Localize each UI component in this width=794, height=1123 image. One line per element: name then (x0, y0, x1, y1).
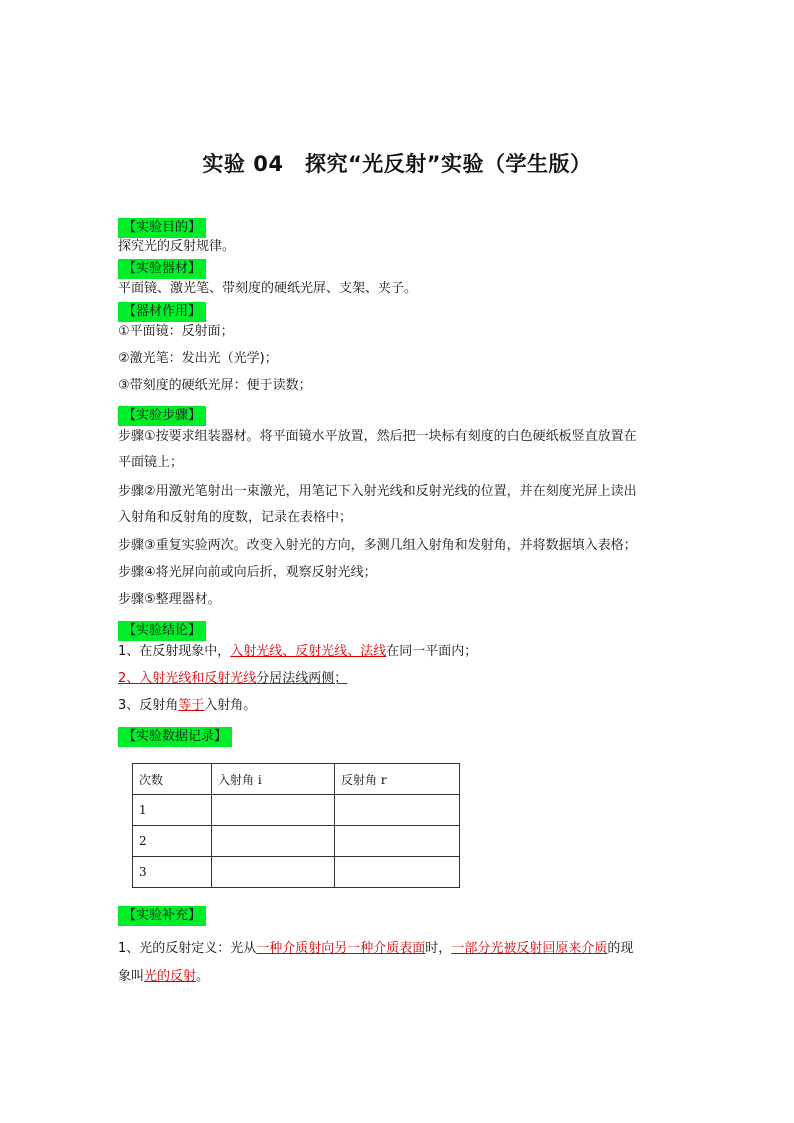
table-row (133, 795, 460, 826)
conclusion-2-suffix: 分居法线两侧； (256, 671, 348, 686)
supplement-text: 时， (425, 941, 452, 956)
conclusion-1-answer: 入射光线、反射光线、法线 (230, 644, 387, 659)
section-tag-steps: 【实验步骤】 (118, 406, 206, 426)
conclusion-1-prefix: 1、在反射现象中， (118, 644, 231, 659)
supplement-answer: 一部分光被反射回原来介质 (451, 941, 608, 956)
data-record-table (132, 763, 460, 888)
supplement-answer: 光的反射 (144, 969, 197, 984)
conclusion-2-prefix: 2、 (118, 671, 140, 686)
table-cell-empty (335, 795, 460, 826)
conclusion-1 (118, 643, 477, 661)
step-line: 步骤⑤整理器材。 (118, 592, 221, 607)
section-tag-purpose: 【实验目的】 (118, 218, 206, 238)
table-header-cell: 次数 (133, 764, 212, 795)
purpose-text: 探究光的反射规律。 (118, 239, 236, 254)
table-header-cell: 反射角 r (335, 764, 460, 795)
table-cell-empty (212, 826, 335, 857)
conclusion-3 (118, 697, 256, 715)
equipment-text: 平面镜、激光笔、带刻度的硬纸光屏、支架、夹子。 (118, 281, 418, 296)
supplement-1-line-2 (118, 968, 209, 986)
step-line: 步骤④将光屏向前或向后折，观察反射光线； (118, 565, 377, 580)
conclusion-2 (118, 670, 347, 688)
section-tag-supplement: 【实验补充】 (118, 906, 206, 926)
table-row (133, 857, 460, 888)
step-line: 步骤②用激光笔射出一束激光，用笔记下入射光线和反射光线的位置，并在刻度光屏上读出 (118, 484, 637, 499)
supplement-text: 象叫 (118, 969, 145, 984)
step-line: 步骤③重复实验两次。改变入射光的方向，多测几组入射角和发射角，并将数据填入表格； (118, 538, 637, 553)
step-line: 步骤①按要求组装器材。将平面镜水平放置，然后把一块标有刻度的白色硬纸板竖直放置在 (118, 429, 637, 444)
supplement-text: 的现 (607, 941, 634, 956)
table-header-row (133, 764, 460, 795)
table-cell-empty (212, 795, 335, 826)
conclusion-3-prefix: 3、反射角 (118, 698, 179, 713)
supplement-1-line-1 (118, 940, 633, 958)
table-cell-trial: 3 (133, 857, 212, 888)
table-row (133, 826, 460, 857)
role-item: ②激光笔：发出光（光学)； (118, 351, 278, 366)
supplement-text: 1、光的反射定义：光从 (118, 941, 257, 956)
page-title: 实验 04 探究“光反射”实验（学生版） (202, 152, 592, 176)
role-item: ③带刻度的硬纸光屏：便于读数； (118, 378, 312, 393)
table-cell-trial: 1 (133, 795, 212, 826)
table-cell-trial: 2 (133, 826, 212, 857)
section-tag-roles: 【器材作用】 (118, 302, 206, 322)
supplement-text: 。 (196, 969, 210, 984)
section-tag-conclusion: 【实验结论】 (118, 621, 206, 641)
section-tag-data-record: 【实验数据记录】 (118, 727, 232, 747)
conclusion-1-suffix: 在同一平面内； (386, 644, 478, 659)
table-cell-empty (335, 857, 460, 888)
table-cell-empty (212, 857, 335, 888)
supplement-answer: 一种介质射向另一种介质表面 (256, 941, 426, 956)
step-line: 平面镜上； (118, 455, 184, 470)
conclusion-2-answer: 入射光线和反射光线 (139, 671, 257, 686)
table-cell-empty (335, 826, 460, 857)
role-item: ①平面镜：反射面； (118, 324, 234, 339)
conclusion-3-answer: 等于 (178, 698, 205, 713)
step-line: 入射角和反射角的度数，记录在表格中； (118, 510, 353, 525)
section-tag-equipment: 【实验器材】 (118, 259, 206, 279)
conclusion-3-suffix: 入射角。 (204, 698, 257, 713)
table-header-cell: 入射角 i (212, 764, 335, 795)
